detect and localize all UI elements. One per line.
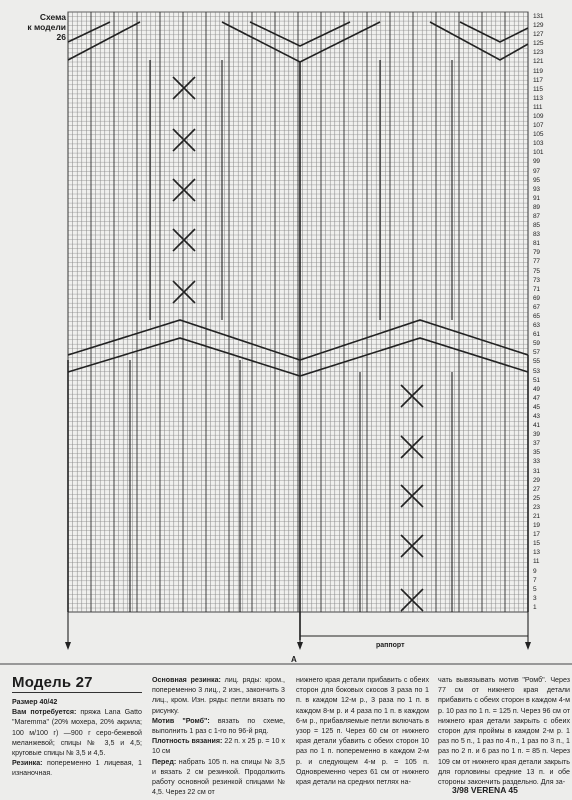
row-number: 17 <box>533 531 540 539</box>
paragraph-heading: Перед: <box>152 757 177 766</box>
paragraph <box>152 757 285 798</box>
row-number: 37 <box>533 440 540 448</box>
row-number: 123 <box>533 49 544 57</box>
marker-label: А <box>291 655 297 664</box>
row-number: 43 <box>533 413 540 420</box>
text-column-3: нижнего края детали прибавить с обеих сторон для боковых скосов 3 раза по 1 п. в каждом 12-м р., 3 раза по 1 п. в каждом 8-м р. и 4 раза по 1 п. в каждом 6-м р., прибавляемые петли включать в узор = 125 п. Через 60 см от нижнего края детали убавить с обеих сторон 10 раз по 1 п. попеременно в каждом 2-м р. и следующем 4-м р. = 105 п. Одновременно через 61 см от нижнего края детали на средних петлях на- <box>296 676 429 787</box>
row-number: 9 <box>533 567 537 575</box>
row-number: 121 <box>533 58 544 66</box>
row-number: 103 <box>533 140 544 148</box>
model-title: Модель 27 <box>12 674 93 691</box>
row-number: 125 <box>533 40 544 48</box>
left-arrow-head <box>65 642 71 650</box>
row-number: 39 <box>533 431 540 439</box>
paragraph-text: лиц. ряды: кром., попеременно 3 лиц., 2 изн., закончить 3 лиц., кром. Изн. ряды: петли вязать по рисунку. <box>152 676 285 715</box>
paragraph <box>12 697 142 707</box>
row-number: 61 <box>533 331 540 339</box>
row-number: 49 <box>533 385 540 393</box>
title-rule <box>12 692 142 693</box>
rib-lines <box>68 12 528 612</box>
center-arrow-head <box>297 642 303 650</box>
row-number: 77 <box>533 258 540 266</box>
row-number: 107 <box>533 122 544 130</box>
paragraph-text: попеременно 1 лицевая, 1 изнаночная. <box>12 759 142 778</box>
row-number: 3 <box>533 594 537 602</box>
row-number: 73 <box>533 276 540 284</box>
paragraph-text: вязать по схеме, выполнить 1 раз с 1-го по 96-й ряд. <box>152 716 285 736</box>
paragraph <box>152 675 285 716</box>
text-column-1 <box>12 697 142 779</box>
page-footer: 3/98 VERENA 45 <box>452 785 518 795</box>
row-number: 35 <box>533 449 540 457</box>
row-number: 19 <box>533 522 540 530</box>
row-number: 105 <box>533 131 544 139</box>
paragraph-text: 22 п. х 25 р. = 10 х 10 см <box>152 737 285 756</box>
repeat-label: раппорт <box>376 642 405 649</box>
row-number: 115 <box>533 85 543 93</box>
row-number: 99 <box>533 158 540 166</box>
row-number: 119 <box>533 67 543 75</box>
row-number: 113 <box>533 94 543 102</box>
row-number: 47 <box>533 394 540 402</box>
row-number: 63 <box>533 322 540 330</box>
row-number: 45 <box>533 403 540 411</box>
paragraph-heading: Размер 40/42 <box>12 698 58 706</box>
paragraph-heading: Основная резинка: <box>152 676 221 684</box>
row-number: 127 <box>533 31 544 39</box>
row-number: 57 <box>533 349 540 357</box>
row-number: 75 <box>533 267 540 275</box>
row-number: 1 <box>533 603 537 611</box>
row-number: 109 <box>533 113 544 120</box>
paragraph <box>12 707 142 758</box>
row-number: 53 <box>533 367 540 375</box>
paragraph-heading: Резинка: <box>12 759 43 768</box>
row-number: 51 <box>533 376 540 384</box>
row-number: 89 <box>533 203 540 211</box>
row-number: 13 <box>533 549 540 557</box>
row-number: 69 <box>533 294 540 302</box>
row-number: 25 <box>533 494 540 502</box>
row-number: 71 <box>533 285 540 293</box>
row-number: 27 <box>533 485 540 493</box>
row-number: 117 <box>533 76 543 84</box>
row-number: 23 <box>533 503 540 511</box>
row-number: 41 <box>533 422 540 430</box>
row-number: 65 <box>533 313 540 320</box>
row-number: 67 <box>533 303 540 311</box>
row-number: 91 <box>533 194 540 202</box>
chart-title-line2: к модели 26 <box>27 22 66 42</box>
chart-title-line1: Схема <box>39 12 66 22</box>
article-text <box>0 664 572 800</box>
paragraph-heading: Мотив "Ромб": <box>152 716 210 725</box>
row-number: 79 <box>533 249 540 257</box>
paragraph <box>152 716 285 736</box>
paragraph <box>152 736 285 756</box>
row-number: 93 <box>533 185 540 193</box>
paragraph-text: набрать 105 п. на спицы № 3,5 и вязать 2 см резинкой. Продолжить работу основной резинкой спицами № 4,5. Через 22 см от <box>152 757 285 797</box>
row-number: 87 <box>533 213 540 220</box>
row-number: 15 <box>533 540 540 548</box>
paragraph-heading: Плотность вязания: <box>152 737 223 746</box>
row-number: 55 <box>533 358 540 366</box>
row-number: 31 <box>533 467 540 475</box>
row-number: 97 <box>533 167 540 175</box>
row-number: 21 <box>533 513 540 520</box>
paragraph <box>12 758 142 778</box>
row-number: 11 <box>533 558 540 566</box>
row-number: 83 <box>533 231 540 239</box>
row-number: 85 <box>533 222 540 230</box>
right-arrow-head <box>525 642 531 650</box>
row-number: 81 <box>533 240 540 248</box>
text-column-2 <box>152 675 285 797</box>
row-number: 111 <box>533 103 543 111</box>
row-number: 101 <box>533 149 544 157</box>
paragraph-text: пряжа Lana Gatto "Maremma" (20% мохера, 20% акрила; 100 м/100 г) —900 г серо-бежевой меланжевой; спицы № 3,5 и 4,5; круговые спицы № 3,5 и 4,5. <box>12 708 142 758</box>
row-number: 131 <box>533 13 544 20</box>
text-column-4: чать вывязывать мотив "Ромб". Через 77 см от нижнего края детали прибавить с обеих сторон в каждом 4-м р. 10 раз по 1 п. = 125 п. Через 96 см от нижнего края детали закрыть с обеих сторон для проймы в каждом 2-м р. 1 раз по 5 п., 1 раз по 4 п., 1 раз по 3 п., 1 раз по 2 п. и 6 раз по 1 п. = 85 п. Через 109 см от нижнего края детали закрыть для горловины средние 13 п. и обе стороны закончить раздельно. Для за- <box>438 676 570 787</box>
row-number: 129 <box>533 22 544 30</box>
row-number: 7 <box>533 576 537 584</box>
row-number: 29 <box>533 476 540 484</box>
row-number: 33 <box>533 458 540 466</box>
chart-title <box>18 12 66 42</box>
row-number: 5 <box>533 585 537 593</box>
paragraph-heading: Вам потребуется: <box>12 708 77 717</box>
row-number: 59 <box>533 340 540 348</box>
row-number: 95 <box>533 176 540 184</box>
